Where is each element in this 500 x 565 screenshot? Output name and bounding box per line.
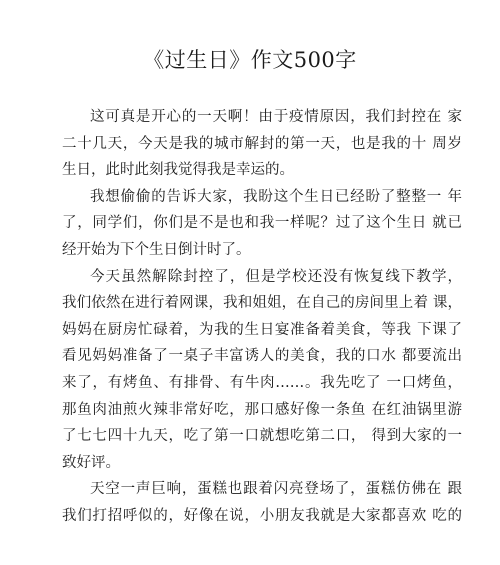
document-title: 《过生日》作文500字 bbox=[143, 48, 357, 72]
text-line: 致好评。 bbox=[62, 454, 120, 471]
text-line: 了，同学们，你们是不是也和我一样呢？过了这个生日 就已 bbox=[62, 215, 462, 232]
text-line: 我们依然在进行着网课，我和姐姐，在自己的房间里上着 课， bbox=[62, 295, 462, 312]
text-line: 经开始为下个生日倒计时了。 bbox=[62, 241, 251, 258]
paragraph-3 bbox=[62, 264, 462, 477]
document-body bbox=[62, 104, 462, 530]
text-line: 那鱼肉油煎火辣非常好吃，那口感好像一条鱼 在红油锅里游 bbox=[62, 401, 462, 418]
text-line: 天空一声巨响，蛋糕也跟着闪亮登场了，蛋糕仿佛在 跟 bbox=[90, 481, 462, 498]
paragraph-2 bbox=[62, 184, 462, 264]
paragraph-1 bbox=[62, 104, 462, 184]
text-line: 了七七四十九天，吃了第一口就想吃第二口， 得到大家的一 bbox=[62, 428, 462, 445]
text-line: 二十几天，今天是我的城市解封的第一天，也是我的十 周岁 bbox=[62, 135, 462, 152]
text-line: 妈妈在厨房忙碌着，为我的生日宴准备着美食，等我 下课了 bbox=[62, 321, 462, 338]
text-line: 我想偷偷的告诉大家，我盼这个生日已经盼了整整一 年 bbox=[90, 188, 462, 205]
text-line: 生日，此时此刻我觉得我是幸运的。 bbox=[62, 162, 294, 179]
text-line: 看见妈妈准备了一桌子丰富诱人的美食，我的口水 都要流出 bbox=[62, 348, 462, 365]
text-line: 这可真是开心的一天啊！由于疫情原因，我们封控在 家 bbox=[90, 109, 462, 125]
text-line: 我们打招呼似的，好像在说，小朋友我就是大家都喜欢 吃的 bbox=[62, 507, 462, 524]
text-line: 今天虽然解除封控了，但是学校还没有恢复线下教学， bbox=[90, 268, 462, 285]
text-line: 来了，有烤鱼、有排骨、有牛肉……。我先吃了 一口烤鱼， bbox=[62, 374, 462, 391]
paragraph-4 bbox=[62, 476, 462, 529]
